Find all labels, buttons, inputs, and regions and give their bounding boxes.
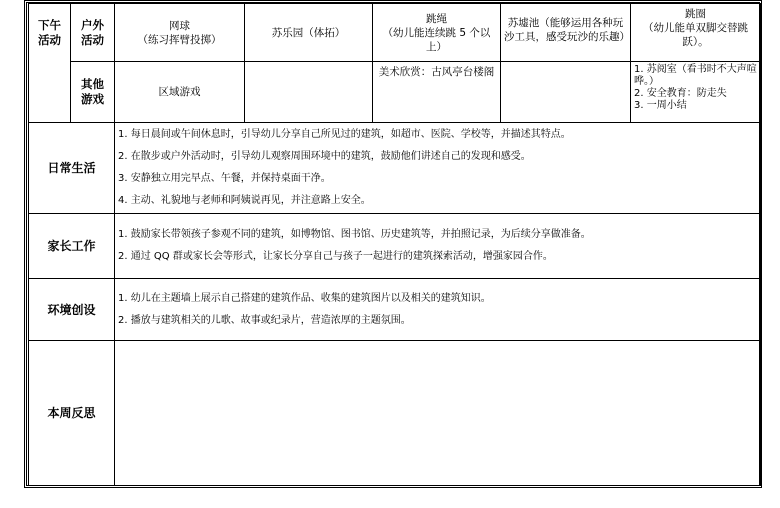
list-item: 3. 安静独立用完早点、午餐，并保持桌面干净。 [118,173,331,184]
reading-item: 1. 苏阅室（看书时不大声喧哗。） [634,64,757,87]
list-item: 1. 鼓励家长带领孩子参观不同的建筑，如博物馆、图书馆、历史建筑等，并拍照记录，为后续分享做准备。 [118,229,591,240]
parents-work-row [29,214,761,279]
plan-frame [24,0,762,488]
tennis-cell: 网球 （练习挥臂投掷） [115,4,245,62]
list-item: 4. 主动、礼貌地与老师和阿姨说再见，并注意路上安全。 [118,195,371,206]
reflection-row [29,341,761,486]
outdoor-row [29,4,761,62]
art-appreciation-cell: 美术欣赏：古风亭台楼阁 [373,62,501,123]
reflection-content[interactable] [115,341,761,486]
jump-rope-cell: 跳绳 （幼儿能连续跳 5 个以上） [373,4,501,62]
daily-life-row [29,123,761,214]
outdoor-activity-label: 户外 活动 [71,4,115,62]
reading-room-cell [631,62,761,123]
sand-pit-cell: 苏墟池（能够运用各种玩沙工具，感受玩沙的乐趣） [501,4,631,62]
other-games-row [29,62,761,123]
environment-content [115,279,761,341]
daily-life-content [115,123,761,214]
other-games-label: 其他 游戏 [71,62,115,123]
empty-cell [245,62,373,123]
weekly-plan-table [28,3,761,486]
afternoon-activity-label: 下午 活动 [29,4,71,123]
jump-circle-cell: 跳圈 （幼儿能单双脚交替跳跃）。 [631,4,761,62]
parents-work-label: 家长工作 [29,214,115,279]
area-games-cell: 区域游戏 [115,62,245,123]
empty-cell [501,62,631,123]
sule-garden-cell: 苏乐园（体拓） [245,4,373,62]
reading-item: 2. 安全教育：防走失 [634,88,727,99]
reading-item: 3. 一周小结 [634,100,687,111]
list-item: 1. 幼儿在主题墙上展示自己搭建的建筑作品、收集的建筑图片以及相关的建筑知识。 [118,292,491,304]
list-item: 2. 通过 QQ 群或家长会等形式，让家长分享自己与孩子一起进行的建筑探索活动，增强家园合作。 [118,251,553,262]
environment-row [29,279,761,341]
environment-label: 环境创设 [29,279,115,341]
reflection-label: 本周反思 [29,341,115,486]
list-item: 2. 在散步或户外活动时，引导幼儿观察周围环境中的建筑，鼓励他们讲述自己的发现和感受。 [118,151,531,162]
parents-work-content [115,214,761,279]
daily-life-label: 日常生活 [29,123,115,214]
list-item: 1. 每日晨间或午间休息时，引导幼儿分享自己所见过的建筑，如超市、医院、学校等，并描述其特点。 [118,129,571,140]
list-item: 2. 播放与建筑相关的儿歌、故事或纪录片，营造浓厚的主题氛围。 [118,314,411,326]
